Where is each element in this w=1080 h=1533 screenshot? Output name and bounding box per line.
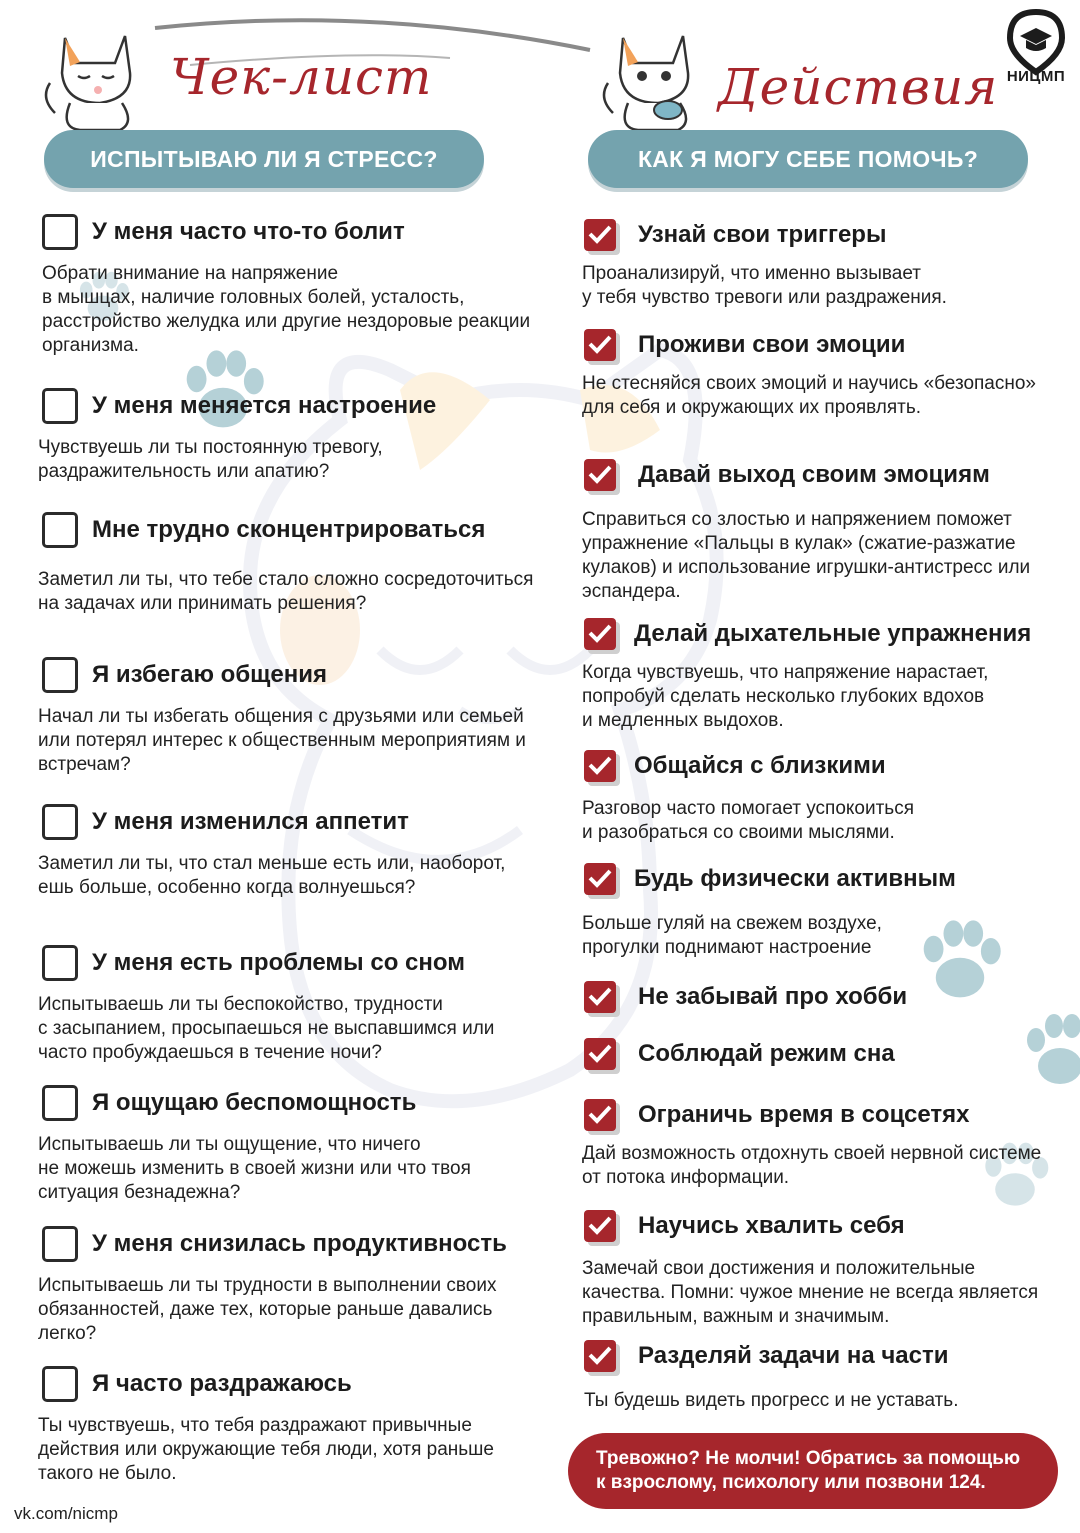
checkmark-icon (584, 750, 616, 782)
checklist-item-desc: Испытываешь ли ты ощущение, что ничего не можешь изменить в своей жизни или что твоя ситуация безнадежна? (38, 1134, 471, 1203)
checkmark-icon (584, 329, 616, 361)
action-item (582, 456, 1062, 604)
checklist-item-title: У меня меняется настроение (92, 392, 437, 419)
checkmark-icon (584, 1340, 616, 1372)
action-item-desc: Замечай свои достижения и положительные качества. Помни: чужое мнение не всегда является правильным, важным и значимым. (582, 1258, 1039, 1327)
action-item (582, 615, 1072, 733)
action-item-desc: Справиться со злостью и напряжением поможет упражнение «Пальцы в кулак» (сжатие-разжатие кулаков) и использование игрушки-антистресс или эспандера. (582, 509, 1031, 602)
checklist-item-title: Я часто раздражаюсь (92, 1370, 352, 1397)
action-item (582, 860, 1052, 960)
action-item-desc: Больше гуляй на свежем воздухе, прогулки поднимают настроение (582, 913, 882, 958)
checkbox[interactable] (42, 512, 78, 548)
checklist-item (38, 1083, 538, 1205)
action-item-title: Разделяй задачи на части (638, 1342, 949, 1369)
checklist-item-desc: Заметил ли ты, что стал меньше есть или, наоборот, ешь больше, особенно когда волнуешься? (38, 853, 506, 898)
action-item-title: Делай дыхательные упражнения (634, 620, 1032, 647)
checklist-item-title: У меня изменился аппетит (92, 808, 409, 835)
action-item (582, 1035, 1052, 1073)
checklist-item (38, 655, 538, 777)
logo-text: НИЦМП (1006, 68, 1066, 85)
action-item-desc: Не стесняйся своих эмоций и научись «безопасно» для себя и окружающих их проявлять. (582, 373, 1036, 418)
action-item (582, 326, 1052, 420)
checkmark-icon (584, 981, 616, 1013)
checklist-item-title: У меня снизилась продуктивность (92, 1230, 507, 1257)
action-item (582, 1096, 1042, 1190)
checklist-item (38, 1224, 538, 1346)
checklist-item (38, 510, 538, 616)
checklist-header-pill: ИСПЫТЫВАЮ ЛИ Я СТРЕСС? (44, 130, 484, 188)
action-item (582, 978, 1052, 1016)
action-item (582, 747, 1052, 845)
action-item-title: Проживи свои эмоции (638, 331, 906, 358)
checklist-item (38, 212, 538, 358)
action-item (582, 1207, 1042, 1329)
thinking-cat-icon (40, 18, 150, 138)
checkmark-icon (584, 863, 616, 895)
checklist-item-title: Я ощущаю беспомощность (92, 1089, 417, 1116)
action-item-title: Давай выход своим эмоциям (638, 461, 990, 488)
action-item (582, 216, 1052, 310)
checklist-item-desc: Испытываешь ли ты трудности в выполнении своих обязанностей, даже тех, которые раньше давались легко? (38, 1275, 497, 1344)
action-item-title: Научись хвалить себя (638, 1212, 905, 1239)
checklist-item-desc: Испытываешь ли ты беспокойство, трудности с засыпанием, просыпаешься не выспавшимся или часто пробуждаешься в течение ночи? (38, 994, 495, 1063)
action-item-title: Общайся с близкими (634, 752, 886, 779)
checkmark-icon (584, 219, 616, 251)
checklist-item-desc: Обрати внимание на напряжение в мышцах, наличие головных болей, усталость, расстройство желудка или другие нездоровые реакции организма. (42, 263, 531, 356)
actions-header-pill: КАК Я МОГУ СЕБЕ ПОМОЧЬ? (588, 130, 1028, 188)
checklist-item (38, 943, 538, 1065)
checkbox[interactable] (42, 1085, 78, 1121)
checkmark-icon (584, 459, 616, 491)
action-item-title: Не забывай про хобби (638, 983, 908, 1010)
checkbox[interactable] (42, 945, 78, 981)
action-item-title: Узнай свои триггеры (638, 221, 887, 248)
vk-link[interactable]: vk.com/nicmp (14, 1504, 118, 1523)
checkmark-icon (584, 1038, 616, 1070)
action-item-desc: Дай возможность отдохнуть своей нервной системе от потока информации. (582, 1143, 1042, 1188)
action-item (582, 1337, 1052, 1413)
checkbox[interactable] (42, 657, 78, 693)
checkmark-icon (584, 1099, 616, 1131)
checkbox[interactable] (42, 1226, 78, 1262)
action-item-desc: Ты будешь видеть прогресс и не уставать. (584, 1390, 959, 1411)
checkmark-icon (584, 618, 616, 650)
actions-script-title: Действия (718, 58, 999, 116)
checklist-item-desc: Чувствуешь ли ты постоянную тревогу, раздражительность или апатию? (38, 437, 383, 482)
checklist-item-desc: Ты чувствуешь, что тебя раздражают привычные действия или окружающие тебя люди, хотя раньше такого не было. (38, 1415, 494, 1484)
checklist-item-desc: Начал ли ты избегать общения с друзьями или семьей или потерял интерес к общественным мероприятиям и встречам? (38, 706, 526, 775)
checkbox[interactable] (42, 804, 78, 840)
checklist-item (38, 1364, 538, 1486)
checklist-item-title: У меня есть проблемы со сном (92, 949, 465, 976)
checkbox[interactable] (42, 214, 78, 250)
checkmark-icon (584, 1210, 616, 1242)
checklist-item (38, 386, 538, 484)
action-item-title: Соблюдай режим сна (638, 1040, 895, 1067)
checklist-item (38, 802, 538, 900)
action-item-title: Ограничь время в соцсетях (638, 1101, 970, 1128)
action-item-desc: Проанализируй, что именно вызывает у тебя чувство тревоги или раздражения. (582, 263, 947, 308)
checklist-item-desc: Заметил ли ты, что тебе стало сложно сосредоточиться на задачах или принимать решения? (38, 569, 534, 614)
action-item-desc: Когда чувствуешь, что напряжение нарастает, попробуй сделать несколько глубоких вдохов и медленных выдохов. (582, 662, 989, 731)
checkbox[interactable] (42, 388, 78, 424)
action-item-title: Будь физически активным (634, 865, 956, 892)
help-cta-banner: Тревожно? Не молчи! Обратись за помощью к взрослому, психологу или позвони 124. (568, 1433, 1058, 1509)
cat-with-fish-icon (598, 18, 708, 138)
checklist-script-title: Чек-лист (170, 48, 433, 106)
checkbox[interactable] (42, 1366, 78, 1402)
action-item-desc: Разговор часто помогает успокоиться и разобраться со своими мыслями. (582, 798, 914, 843)
checklist-item-title: Мне трудно сконцентрироваться (92, 516, 486, 543)
checklist-item-title: Я избегаю общения (92, 661, 328, 688)
checklist-item-title: У меня часто что-то болит (92, 218, 405, 245)
